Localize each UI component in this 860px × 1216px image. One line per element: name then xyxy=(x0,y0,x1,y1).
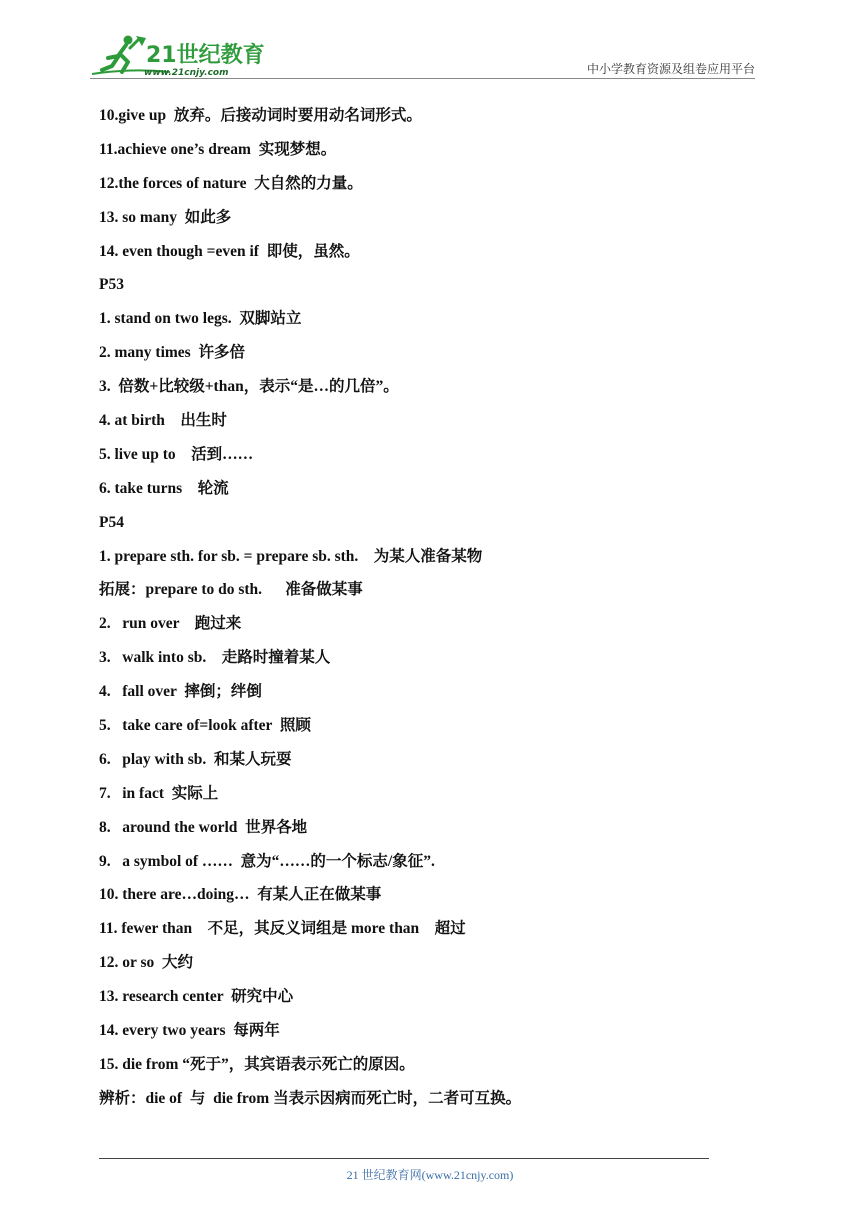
list-item: 4. fall over 摔倒；绊倒 xyxy=(99,683,262,701)
list-item: 12.the forces of nature 大自然的力量。 xyxy=(99,174,363,192)
logo-text: 21世纪教育 xyxy=(146,43,265,68)
list-item: 辨析：die of 与 die from 当表示因病而死亡时，二者可互换。 xyxy=(99,1089,522,1107)
list-item: 12. or so 大约 xyxy=(99,954,194,972)
list-item: 11. fewer than 不足，其反义词组是 more than 超过 xyxy=(99,920,466,938)
platform-label: 中小学教育资源及组卷应用平台 xyxy=(586,62,755,76)
list-item: 9. a symbol of …… 意为“……的一个标志/象征”. xyxy=(99,852,435,870)
list-item: 14. even though =even if 即使，虽然。 xyxy=(99,242,360,260)
vocabulary-list xyxy=(99,104,759,1121)
list-item: 2. many times 许多倍 xyxy=(99,344,245,362)
list-item: 3. walk into sb. 走路时撞着某人 xyxy=(99,649,331,667)
section-heading: P54 xyxy=(99,513,124,531)
list-item: 8. around the world 世界各地 xyxy=(99,818,308,836)
logo-url: www.21cnjy.com xyxy=(144,68,229,78)
list-item: 13. so many 如此多 xyxy=(99,208,232,226)
list-item: 5. live up to 活到…… xyxy=(99,445,254,463)
header-divider xyxy=(90,78,755,79)
list-item: 拓展：prepare to do sth. 准备做某事 xyxy=(99,581,363,599)
page-footer: 21 世纪教育网(www.21cnjy.com) xyxy=(346,1168,514,1182)
page-header xyxy=(90,32,755,80)
list-item: 6. play with sb. 和某人玩耍 xyxy=(99,750,292,768)
list-item: 3. 倍数+比较级+than，表示“是…的几倍”。 xyxy=(99,378,399,396)
list-item: 6. take turns 轮流 xyxy=(99,479,229,497)
list-item: 4. at birth 出生时 xyxy=(99,412,227,430)
list-item: 10. there are…doing… 有某人正在做某事 xyxy=(99,886,382,904)
footer-divider xyxy=(99,1158,709,1159)
list-item: 11.achieve one’s dream 实现梦想。 xyxy=(99,140,337,158)
list-item: 15. die from “死于”，其宾语表示死亡的原因。 xyxy=(99,1055,415,1073)
section-heading: P53 xyxy=(99,276,124,294)
list-item: 5. take care of=look after 照顾 xyxy=(99,717,311,735)
list-item: 2. run over 跑过来 xyxy=(99,615,242,633)
list-item: 1. stand on two legs. 双脚站立 xyxy=(99,310,302,328)
list-item: 7. in fact 实际上 xyxy=(99,784,219,802)
list-item: 14. every two years 每两年 xyxy=(99,1022,280,1040)
logo-21cnjy xyxy=(90,32,265,78)
list-item: 13. research center 研究中心 xyxy=(99,988,294,1006)
list-item: 10.give up 放弃。后接动词时要用动名词形式。 xyxy=(99,107,422,124)
list-item: 1. prepare sth. for sb. = prepare sb. sth. 为某人准备某物 xyxy=(99,547,483,565)
